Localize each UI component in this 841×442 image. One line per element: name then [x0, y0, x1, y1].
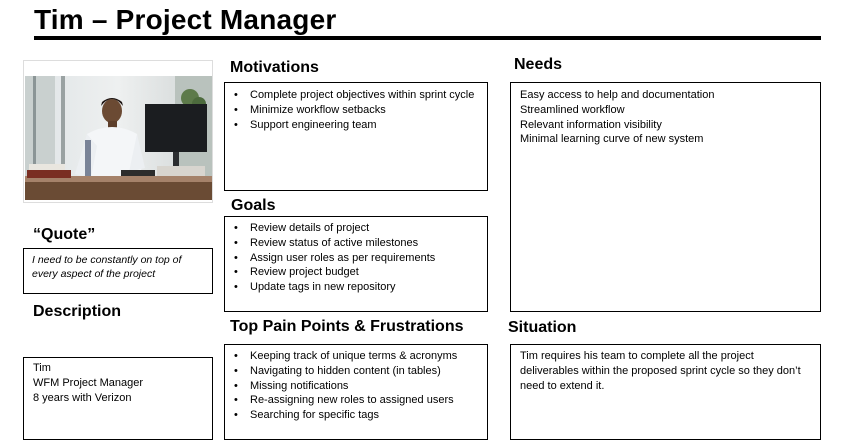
- list-item: • Complete project objectives within sprint cycle: [250, 88, 479, 103]
- list-item: • Navigating to hidden content (in tables): [250, 364, 479, 379]
- goals-box: [224, 216, 488, 312]
- description-box: [23, 357, 213, 440]
- needs-box: [510, 82, 821, 312]
- situation-heading: Situation: [508, 319, 577, 336]
- needs-line: Minimal learning curve of new system: [520, 133, 704, 146]
- goals-list: [225, 221, 479, 295]
- needs-line: Easy access to help and documentation: [520, 89, 715, 101]
- list-item: • Support engineering team: [250, 118, 479, 133]
- list-item: • Update tags in new repository: [250, 280, 479, 295]
- quote-heading: “Quote”: [33, 226, 96, 243]
- list-item: • Assign user roles as per requirements: [250, 251, 479, 266]
- list-item: • Re-assigning new roles to assigned users: [250, 393, 479, 408]
- list-item: • Keeping track of unique terms & acronyms: [250, 349, 479, 364]
- quote-box: [23, 248, 213, 294]
- description-line: 8 years with Verizon: [33, 391, 132, 404]
- list-item: • Review status of active milestones: [250, 236, 479, 251]
- quote-text: I need to be constantly on top of every aspect of the project: [32, 254, 182, 280]
- list-item: • Review details of project: [250, 221, 479, 236]
- pain-points-box: [224, 344, 488, 440]
- list-item: • Missing notifications: [250, 379, 479, 394]
- situation-text: Tim requires his team to complete all the project deliverables within the proposed sprint cycle so they don’t need to extend it.: [520, 350, 801, 392]
- situation-box: [510, 344, 821, 440]
- list-item: • Review project budget: [250, 265, 479, 280]
- title-divider: [34, 36, 821, 40]
- list-item: • Minimize workflow setbacks: [250, 103, 479, 118]
- pain-points-heading: Top Pain Points & Frustrations: [230, 318, 464, 335]
- needs-heading: Needs: [514, 56, 563, 73]
- persona-photo: [25, 76, 212, 200]
- description-line: Tim: [33, 362, 51, 374]
- goals-heading: Goals: [231, 197, 276, 214]
- page-title: Tim – Project Manager: [34, 4, 337, 35]
- description-line: WFM Project Manager: [33, 376, 144, 389]
- list-item: • Searching for specific tags: [250, 408, 479, 423]
- needs-line: Relevant information visibility: [520, 118, 662, 131]
- motivations-box: [224, 82, 488, 191]
- pain-points-list: [225, 349, 479, 423]
- motivations-list: [225, 88, 479, 132]
- motivations-heading: Motivations: [230, 59, 319, 76]
- needs-line: Streamlined workflow: [520, 103, 625, 116]
- description-heading: Description: [33, 303, 122, 320]
